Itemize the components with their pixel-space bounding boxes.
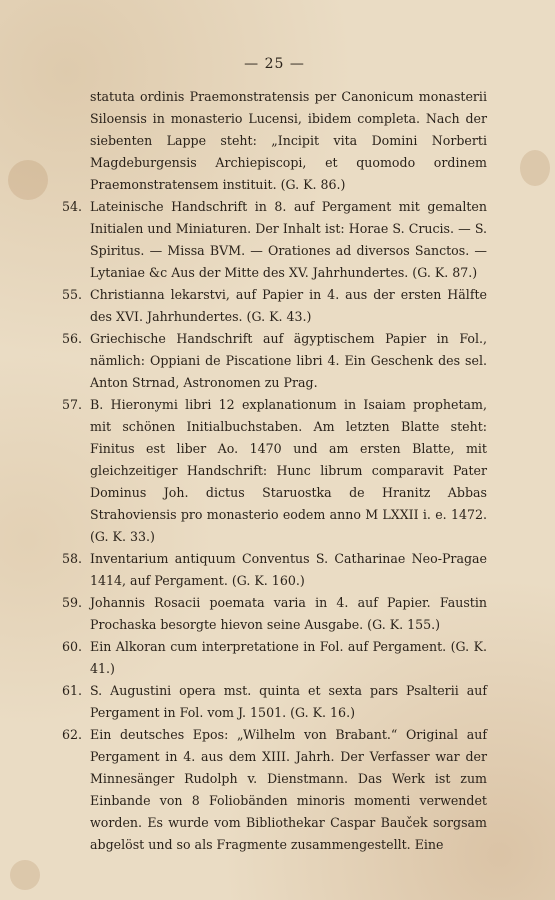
catalog-entry: [62, 284, 487, 328]
entry-text: Lateinische Handschrift in 8. auf Pergament mit gemalten Initialen und Miniaturen. Der Inhalt ist: Horae S. Crucis. — S. Spiritus. — Missa BVM. — Orationes ad diversos Sanctos. — Lytaniae &c Aus der Mitte des XV. Jahrhundertes. (G. K. 87.): [90, 199, 487, 280]
paper-stain: [520, 150, 550, 186]
entry-text: Griechische Handschrift auf ägyptischem Papier in Fol., nämlich: Oppiani de Piscatione libri 4. Ein Geschenk des sel. Anton Strnad, Astronomen zu Prag.: [90, 331, 487, 390]
entry-number: 55.: [62, 287, 83, 302]
entry-number: 61.: [62, 683, 83, 698]
entry-number: 56.: [62, 331, 83, 346]
entry-text: Christianna lekarstvi, auf Papier in 4. aus der ersten Hälfte des XVI. Jahrhundertes. (G. K. 43.): [90, 287, 487, 324]
paper-stain: [8, 160, 48, 200]
catalog-entry: [62, 724, 487, 856]
entry-text: Ein Alkoran cum interpretatione in Fol. auf Pergament. (G. K. 41.): [90, 639, 487, 676]
catalog-entry: [62, 680, 487, 724]
entry-text: S. Augustini opera mst. quinta et sexta pars Psalterii auf Pergament in Fol. vom J. 1501. (G. K. 16.): [90, 683, 487, 720]
entry-number: 58.: [62, 551, 83, 566]
catalog-entry: [62, 592, 487, 636]
page-number: — 25 —: [244, 56, 305, 72]
entry-text: Ein deutsches Epos: „Wilhelm von Brabant.“ Original auf Pergament in 4. aus dem XIII. Jahrh. Der Verfasser war der Minnesänger Rudolph v. Dienstmann. Das Werk ist zum Einbande von 8 Foliobänden minoris momenti verwendet worden. Es wurde vom Bibliothekar Caspar Bauček sorgsam abgelöst und so als Fragmente zusammengestellt. Eine: [90, 727, 487, 852]
entry-text: Johannis Rosacii poemata varia in 4. auf Papier. Faustin Prochaska besorgte hievon seine Ausgabe. (G. K. 155.): [90, 595, 487, 632]
catalog-entry: [62, 636, 487, 680]
entry-text: Inventarium antiquum Conventus S. Catharinae Neo-Pragae 1414, auf Pergament. (G. K. 160.): [90, 551, 487, 588]
catalog-entry: [62, 328, 487, 394]
entry-text: B. Hieronymi libri 12 explanationum in Isaiam prophetam, mit schönen Initialbuchstaben. Am letzten Blatte steht: Finitus est liber Ao. 1470 und am ersten Blatte, mit gleichzeitiger Handschrift: Hunc librum comparavit Pater Dominus Joh. dictus Staruostka de Hranitz Abbas Strahoviensis pro monasterio eodem anno M LXXII i. e. 1472. (G. K. 33.): [90, 397, 487, 544]
entry-number: 62.: [62, 727, 83, 742]
entry-number: 57.: [62, 397, 83, 412]
paper-stain: [10, 860, 40, 890]
catalog-entry: [62, 196, 487, 284]
entry-number: 60.: [62, 639, 83, 654]
entry-number: 54.: [62, 199, 83, 214]
continuation-text: statuta ordinis Praemonstratensis per Canonicum monasterii Siloensis in monasterio Lucensi, ibidem completa. Nach der siebenten Lappe steht: „Incipit vita Domini Norberti Magdeburgensis Archiepiscopi, et quomodo ordinem Praemonstratensem instituit. (G. K. 86.): [90, 89, 487, 192]
catalog-entry: [62, 394, 487, 548]
catalog-entry: [62, 548, 487, 592]
entry-number: 59.: [62, 595, 83, 610]
